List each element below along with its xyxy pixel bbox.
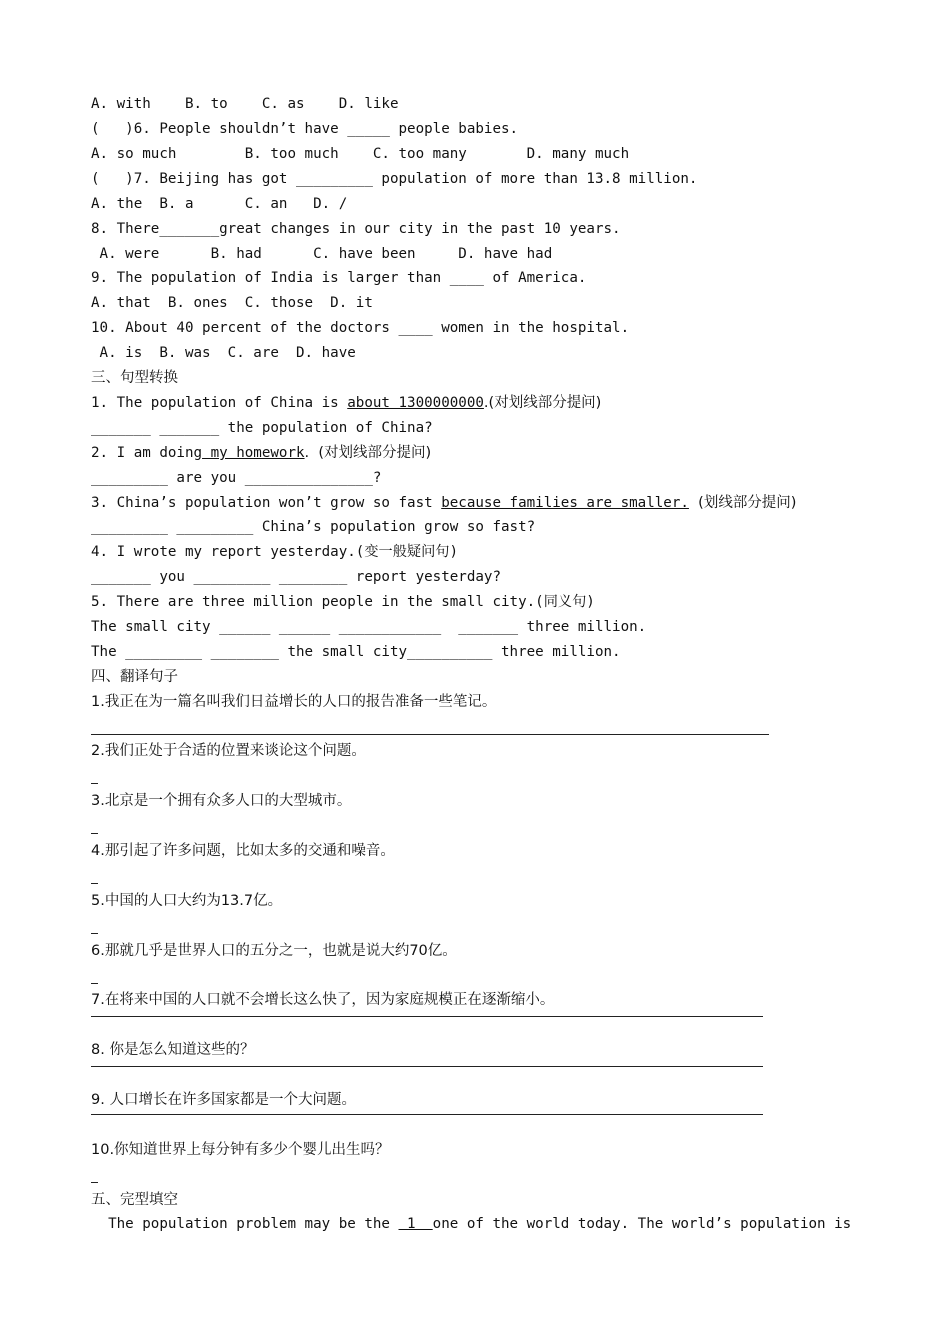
q3-instruction: (划线部分提问): [688, 495, 797, 511]
transform-question-2: [91, 443, 431, 463]
transform-answer-3: _________ _________ China’s population grow so fast?: [91, 519, 536, 535]
section-4-heading: 四、翻译句子: [91, 669, 178, 685]
q3-text: 3. China’s population won’t grow so fast: [91, 495, 442, 511]
q3-underlined: because families are smaller.: [441, 495, 689, 511]
mc-options-5: A. with B. to C. as D. like: [91, 96, 399, 112]
answer-mark-4: [91, 883, 98, 884]
answer-line-9: [91, 1114, 763, 1115]
answer-line-8: [91, 1066, 763, 1067]
answer-mark-10: [91, 1182, 98, 1183]
cloze-blank-1: 1: [398, 1216, 433, 1232]
translate-item-2: 2.我们正处于合适的位置来谈论这个问题。: [91, 743, 366, 759]
transform-question-5: 5. There are three million people in the small city.(同义句): [91, 594, 595, 610]
transform-answer-5b: The _________ ________ the small city__________ three million.: [91, 644, 621, 660]
cloze-passage-line: [91, 1214, 851, 1234]
transform-question-1: [91, 393, 601, 413]
q2-underlined: my homework: [202, 445, 305, 461]
translate-item-3: 3.北京是一个拥有众多人口的大型城市。: [91, 793, 352, 809]
cloze-text-start: The population problem may be the: [91, 1216, 399, 1232]
section-5-heading: 五、完型填空: [91, 1192, 178, 1208]
q1-text: 1. The population of China is: [91, 395, 348, 411]
mc-options-10: A. is B. was C. are D. have: [91, 345, 356, 361]
answer-line-1: [91, 734, 769, 735]
cloze-text-end: one of the world today. The world’s population is: [432, 1216, 852, 1232]
mc-question-7: ( )7. Beijing has got _________ population of more than 13.8 million.: [91, 171, 698, 187]
transform-answer-1: _______ _______ the population of China?: [91, 420, 433, 436]
mc-options-9: A. that B. ones C. those D. it: [91, 295, 373, 311]
answer-mark-5: [91, 933, 98, 934]
answer-mark-6: [91, 983, 98, 984]
answer-line-7: [91, 1016, 763, 1017]
q2-instruction: . (对划线部分提问): [304, 445, 432, 461]
transform-question-4: 4. I wrote my report yesterday.(变一般疑问句): [91, 544, 458, 560]
translate-item-9: 9. 人口增长在许多国家都是一个大问题。: [91, 1092, 356, 1108]
translate-item-5: 5.中国的人口大约为13.7亿。: [91, 893, 283, 909]
mc-question-10: 10. About 40 percent of the doctors ____ women in the hospital.: [91, 320, 630, 336]
section-3-heading: 三、句型转换: [91, 370, 178, 386]
answer-mark-2: [91, 783, 98, 784]
mc-options-7: A. the B. a C. an D. /: [91, 196, 348, 212]
transform-answer-5a: The small city ______ ______ ____________ _______ three million.: [91, 619, 647, 635]
translate-item-4: 4.那引起了许多问题，比如太多的交通和噪音。: [91, 843, 395, 859]
mc-options-6: A. so much B. too much C. too many D. many much: [91, 146, 630, 162]
translate-item-8: 8. 你是怎么知道这些的？: [91, 1042, 255, 1058]
transform-answer-2: _________ are you _______________?: [91, 470, 382, 486]
mc-question-9: 9. The population of India is larger than ____ of America.: [91, 270, 587, 286]
answer-mark-3: [91, 833, 98, 834]
translate-item-6: 6.那就几乎是世界人口的五分之一，也就是说大约70亿。: [91, 943, 457, 959]
translate-item-1: 1.我正在为一篇名叫我们日益增长的人口的报告准备一些笔记。: [91, 694, 497, 710]
q1-underlined: about 1300000000: [347, 395, 484, 411]
translate-item-10: 10.你知道世界上每分钟有多少个婴儿出生吗？: [91, 1142, 390, 1158]
mc-options-8: A. were B. had C. have been D. have had: [91, 246, 553, 262]
transform-answer-4: _______ you _________ ________ report yesterday?: [91, 569, 501, 585]
transform-question-3: [91, 493, 796, 513]
q1-instruction: .(对划线部分提问): [483, 395, 602, 411]
translate-item-7: 7.在将来中国的人口就不会增长这么快了，因为家庭规模正在逐渐缩小。: [91, 992, 555, 1008]
q2-text: 2. I am doing: [91, 445, 203, 461]
mc-question-6: ( )6. People shouldn’t have _____ people babies.: [91, 121, 519, 137]
mc-question-8: 8. There_______great changes in our city in the past 10 years.: [91, 221, 621, 237]
